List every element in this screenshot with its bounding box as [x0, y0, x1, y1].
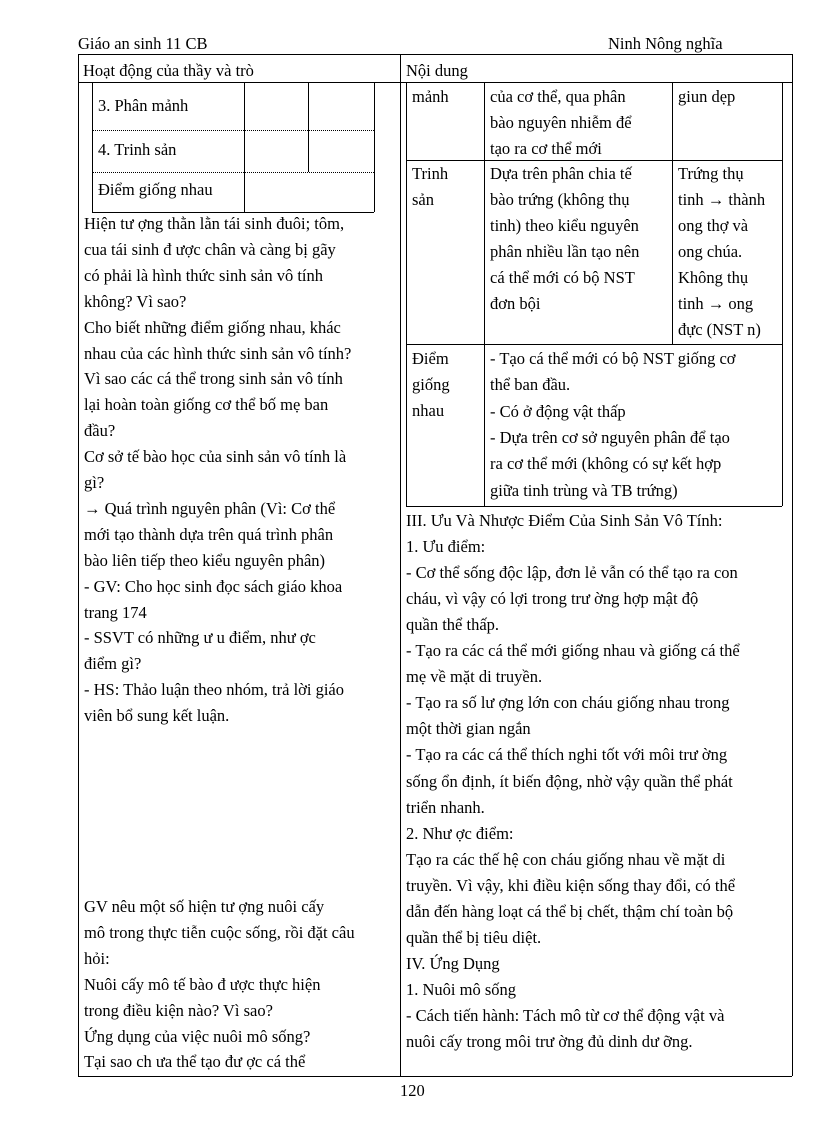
left-text-line: Nuôi cấy mô tế bào đ ược thực hiện [84, 974, 321, 994]
right-text-line: quần thể bị tiêu diệt. [406, 927, 542, 947]
table-cell-line: giống [412, 375, 450, 394]
right-text-line: mẹ về mặt di truyền. [406, 667, 543, 687]
left-text-line: - GV: Cho học sinh đọc sách giáo khoa [84, 576, 343, 596]
table-cell-line: phân nhiều lần tạo nên [490, 242, 640, 261]
left-text-line: đầu? [84, 421, 116, 441]
left-text-line: trong điều kiện nào? Vì sao? [84, 1000, 273, 1020]
left-text-line: Ứng dụng của việc nuôi mô sống? [84, 1026, 311, 1046]
right-text-line: cháu, vì vậy có lợi trong trư ờng hợp mật độ [406, 589, 699, 609]
table-cell-line: Không thụ [678, 268, 749, 287]
frame-bottom-line [78, 1076, 792, 1077]
document-header-left: Giáo an sinh 11 CB [78, 34, 208, 53]
table-cell-line: của cơ thể, qua phân [490, 87, 626, 106]
left-text-line: hỏi: [84, 948, 110, 968]
column-divider-line [400, 54, 401, 1076]
table-cell-line: tạo ra cơ thể mới [490, 139, 602, 158]
right-text-line: 2. Như ợc điểm: [406, 823, 514, 843]
table-cell-line: ong thợ và [678, 216, 749, 235]
left-table-row: 4. Trinh sản [98, 140, 177, 159]
table-cell-line: thể ban đầu. [490, 375, 571, 395]
table-cell-line: ong chúa. [678, 242, 743, 261]
frame-right-line [792, 54, 793, 1076]
table-cell-line: giữa tinh trùng và TB trứng) [490, 480, 678, 500]
table-cell-line: Dựa trên phân chia tế [490, 164, 632, 183]
left-text-line: Vì sao các cá thể trong sinh sản vô tính [84, 369, 343, 389]
left-text-line: Cho biết những điểm giống nhau, khác [84, 317, 341, 337]
table-cell-line: bào trứng (không thụ [490, 190, 630, 209]
left-text-line: mới tạo thành dựa trên quá trình phân [84, 524, 334, 544]
right-text-line: - Tạo ra số lư ợng lớn con cháu giống nhau trong [406, 693, 730, 713]
left-text-line: bào liên tiếp theo kiểu nguyên phân) [84, 550, 326, 570]
left-text-line: không? Vì sao? [84, 291, 187, 311]
column-header-bottom-line [78, 82, 792, 83]
table-cell-line: Trinh [412, 164, 449, 183]
right-text-line: III. Ưu Và Nhược Điểm Của Sinh Sản Vô Tính: [406, 511, 723, 530]
right-column-title: Nội dung [406, 61, 468, 80]
left-text-line: nhau của các hình thức sinh sản vô tính? [84, 343, 352, 363]
left-text-line: - HS: Thảo luận theo nhóm, trả lời giáo [84, 680, 345, 700]
right-text-line: IV. Ứng Dụng [406, 953, 500, 973]
right-text-line: dẫn đến hàng loạt cá thể bị chết, thậm chí toàn bộ [406, 901, 734, 921]
left-text-line: có phải là hình thức sinh sản vô tính [84, 265, 323, 285]
right-text-line: truyền. Vì vậy, khi điều kiện sống thay đổi, có thể [406, 875, 736, 895]
table-cell-line: cá thể mới có bộ NST [490, 268, 635, 287]
left-text-line: gì? [84, 473, 105, 492]
table-cell-line: đực (NST n) [678, 320, 761, 339]
document-header-right: Ninh Nông nghĩa [608, 34, 723, 53]
table-cell-line: giun dẹp [678, 87, 736, 106]
right-text-line: một thời gian ngắn [406, 719, 531, 739]
right-text-line: - Cách tiến hành: Tách mô từ cơ thể động vật và [406, 1005, 725, 1025]
left-text-line: điểm gì? [84, 654, 142, 674]
left-text-line: Cơ sở tế bào học của sinh sản vô tính là [84, 447, 347, 467]
table-cell-line: tinh → thành [678, 190, 766, 209]
table-cell-line: Điểm [412, 349, 449, 368]
left-table-row: 3. Phân mảnh [98, 96, 189, 115]
left-text-line: viên bổ sung kết luận. [84, 706, 230, 726]
table-cell-line: sản [412, 190, 434, 209]
page-number: 120 [400, 1081, 425, 1100]
right-text-line: 1. Nuôi mô sống [406, 979, 517, 999]
right-text-line: Tạo ra các thế hệ con cháu giống nhau về mặt di [406, 849, 726, 869]
right-text-line: quần thể thấp. [406, 615, 500, 635]
right-text-line: - Tạo ra các cá thể mới giống nhau và giống cá thể [406, 641, 740, 661]
table-cell-line: - Có ở động vật thấp [490, 401, 626, 421]
left-text-line: → Quá trình nguyên phân (Vì: Cơ thể [84, 498, 336, 518]
left-text-line: GV nêu một số hiện tư ợng nuôi cấy [84, 897, 325, 916]
left-text-line: - SSVT có những ư u điểm, như ợc [84, 628, 316, 648]
right-text-line: nuôi cấy trong môi trư ờng đủ dinh dư ỡng. [406, 1032, 693, 1051]
table-cell-line: tinh) theo kiểu nguyên [490, 216, 639, 235]
right-text-line: triển nhanh. [406, 797, 485, 817]
left-text-line: trang 174 [84, 602, 147, 622]
table-cell-line: mảnh [412, 87, 449, 106]
left-text-line: Hiện tư ợng thằn lằn tái sinh đuôi; tôm, [84, 214, 345, 233]
table-cell-line: - Tạo cá thể mới có bộ NST giống cơ [490, 349, 736, 368]
left-column-title: Hoạt động của thầy và trò [83, 61, 254, 80]
right-text-line: sống ổn định, ít biến động, nhờ vậy quần thể phát [406, 771, 733, 791]
frame-top-line [78, 54, 792, 55]
table-cell-line: ra cơ thể mới (không có sự kết hợp [490, 454, 722, 474]
left-text-line: lại hoàn toàn giống cơ thể bố mẹ ban [84, 395, 329, 415]
left-text-line: cua tái sinh đ ược chân và càng bị gãy [84, 239, 336, 259]
left-text-line: Tại sao ch ưa thể tạo đư ợc cá thể [84, 1052, 306, 1072]
right-text-line: - Cơ thể sống độc lập, đơn lẻ vẫn có thể tạo ra con [406, 563, 738, 583]
table-cell-line: nhau [412, 401, 445, 420]
right-text-line: 1. Ưu điểm: [406, 537, 486, 557]
left-text-line: mô trong thực tiễn cuộc sống, rồi đặt câu [84, 922, 355, 942]
right-text-line: - Tạo ra các cá thể thích nghi tốt với môi trư ờng [406, 745, 728, 765]
table-cell-line: bào nguyên nhiễm để [490, 113, 632, 132]
table-cell-line: Trứng thụ [678, 164, 744, 183]
table-cell-line: tinh → ong [678, 294, 754, 313]
left-table-row: Điểm giống nhau [98, 180, 213, 199]
frame-left-line [78, 54, 79, 1076]
table-cell-line: đơn bội [490, 294, 541, 313]
table-cell-line: - Dựa trên cơ sở nguyên phân để tạo [490, 427, 730, 447]
